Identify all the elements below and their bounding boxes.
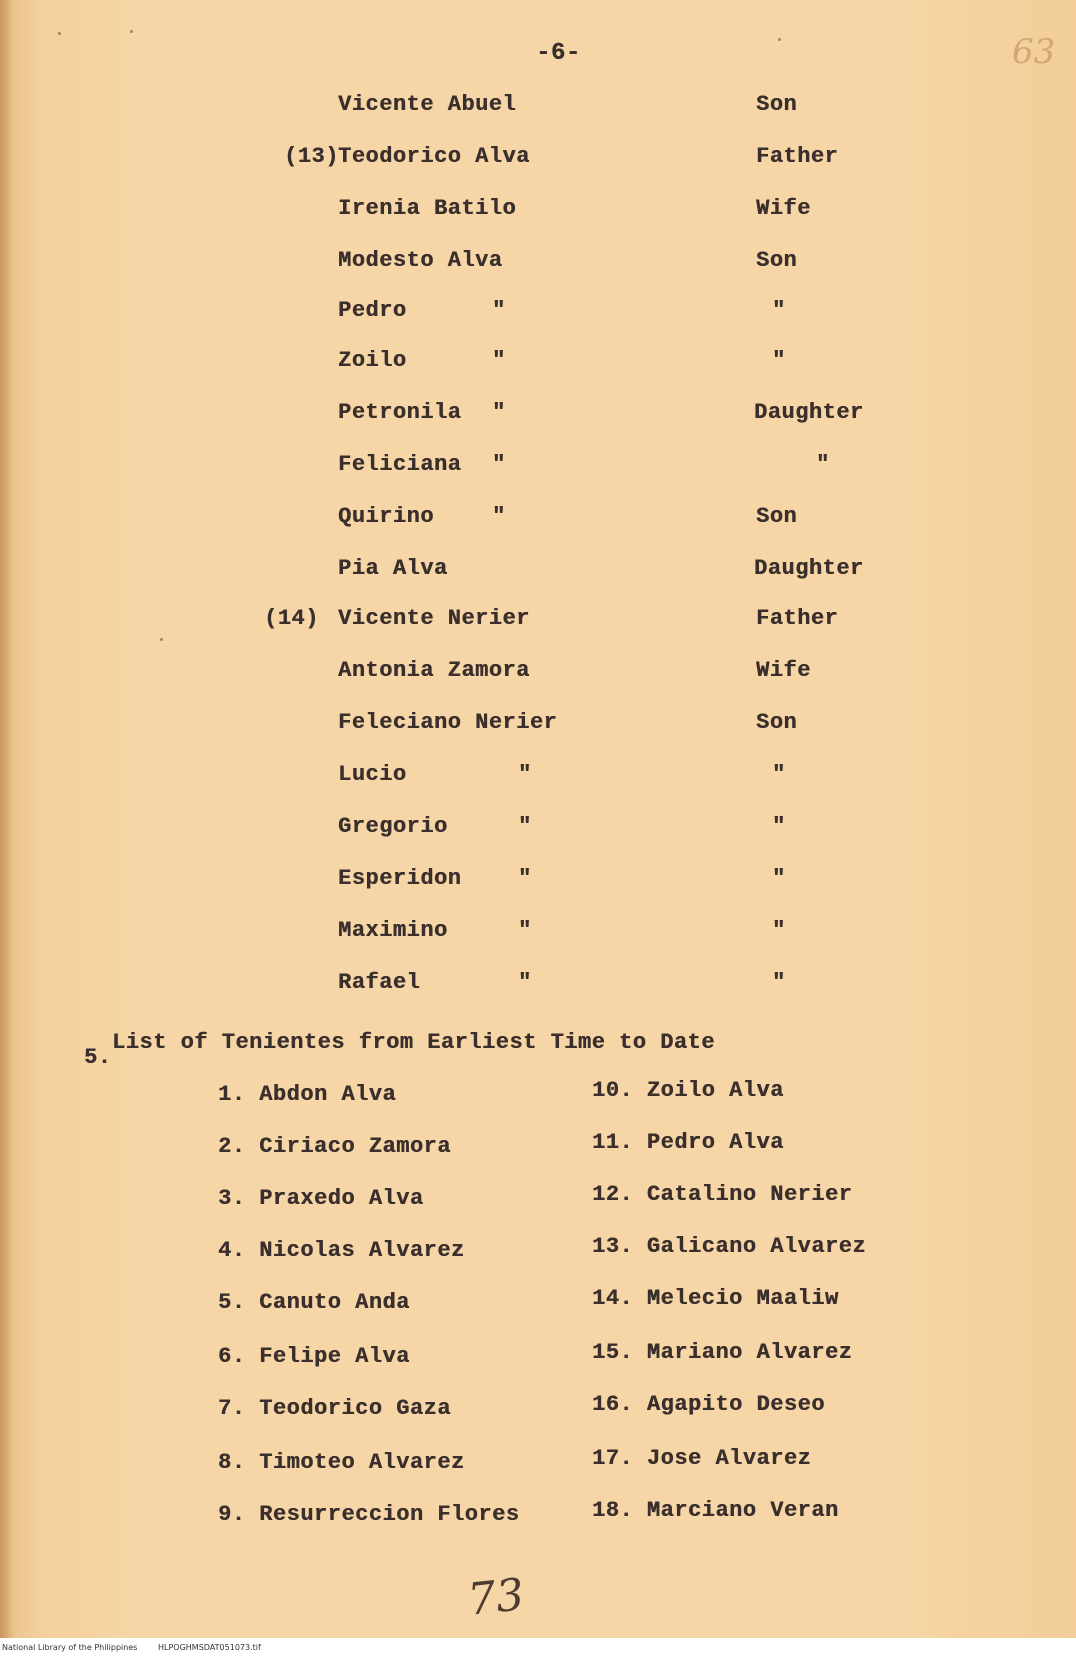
household-member-name: Rafael bbox=[338, 970, 421, 995]
household-member-name: Maximino bbox=[338, 918, 448, 943]
footer-institution: National Library of the Philippines bbox=[2, 1643, 138, 1652]
household-member-name: Feliciana bbox=[338, 452, 462, 477]
teniente-entry: 5. Canuto Anda bbox=[218, 1290, 410, 1315]
household-ditto-mark: " bbox=[518, 970, 532, 995]
corner-page-mark: 63 bbox=[1012, 32, 1056, 72]
household-member-relation: " bbox=[816, 452, 830, 477]
household-member-name: Pedro bbox=[338, 298, 407, 323]
household-member-name: Teodorico Alva bbox=[338, 144, 530, 169]
household-member-relation: " bbox=[772, 970, 786, 995]
household-ditto-mark: " bbox=[492, 348, 506, 373]
teniente-entry: 2. Ciriaco Zamora bbox=[218, 1134, 451, 1159]
household-group-number: (13) bbox=[284, 144, 339, 169]
household-ditto-mark: " bbox=[518, 866, 532, 891]
teniente-entry: 7. Teodorico Gaza bbox=[218, 1396, 451, 1421]
household-member-relation: " bbox=[772, 866, 786, 891]
household-ditto-mark: " bbox=[492, 400, 506, 425]
household-member-relation: Son bbox=[756, 710, 798, 735]
household-member-name: Quirino bbox=[338, 504, 434, 529]
teniente-entry: 6. Felipe Alva bbox=[218, 1344, 410, 1369]
household-member-name: Zoilo bbox=[338, 348, 407, 373]
paper-speck bbox=[778, 38, 781, 41]
household-member-name: Modesto Alva bbox=[338, 248, 503, 273]
household-ditto-mark: " bbox=[518, 814, 532, 839]
paper-speck bbox=[160, 638, 163, 641]
household-member-name: Pia Alva bbox=[338, 556, 448, 581]
footer-filename: HLPOGHMSDAT051073.tif bbox=[158, 1643, 261, 1652]
paper-speck bbox=[130, 30, 133, 33]
household-member-relation: Father bbox=[756, 144, 839, 169]
household-member-relation: " bbox=[772, 814, 786, 839]
teniente-entry: 4. Nicolas Alvarez bbox=[218, 1238, 465, 1263]
household-ditto-mark: " bbox=[492, 452, 506, 477]
teniente-entry: 18. Marciano Veran bbox=[592, 1498, 839, 1523]
household-member-relation: Son bbox=[756, 248, 798, 273]
section-number: 5. bbox=[84, 1045, 112, 1070]
household-member-name: Petronila bbox=[338, 400, 462, 425]
household-group-number: (14) bbox=[264, 606, 319, 631]
teniente-entry: 11. Pedro Alva bbox=[592, 1130, 784, 1155]
household-ditto-mark: " bbox=[518, 918, 532, 943]
household-member-relation: Wife bbox=[756, 196, 811, 221]
household-ditto-mark: " bbox=[492, 504, 506, 529]
household-member-relation: Father bbox=[756, 606, 839, 631]
teniente-entry: 16. Agapito Deseo bbox=[592, 1392, 825, 1417]
teniente-entry: 17. Jose Alvarez bbox=[592, 1446, 812, 1471]
household-member-relation: " bbox=[772, 298, 786, 323]
household-member-relation: " bbox=[772, 348, 786, 373]
teniente-entry: 3. Praxedo Alva bbox=[218, 1186, 424, 1211]
household-member-relation: Daughter bbox=[754, 556, 864, 581]
section-heading: List of Tenientes from Earliest Time to Date bbox=[112, 1030, 715, 1055]
household-member-name: Antonia Zamora bbox=[338, 658, 530, 683]
household-ditto-mark: " bbox=[518, 762, 532, 787]
page-number: -6- bbox=[536, 40, 581, 67]
teniente-entry: 14. Melecio Maaliw bbox=[592, 1286, 839, 1311]
household-member-name: Vicente Nerier bbox=[338, 606, 530, 631]
teniente-entry: 12. Catalino Nerier bbox=[592, 1182, 853, 1207]
household-member-relation: " bbox=[772, 762, 786, 787]
handwritten-page-number: 73 bbox=[465, 1569, 527, 1626]
household-ditto-mark: " bbox=[492, 298, 506, 323]
household-member-name: Lucio bbox=[338, 762, 407, 787]
household-member-name: Gregorio bbox=[338, 814, 448, 839]
teniente-entry: 1. Abdon Alva bbox=[218, 1082, 397, 1107]
teniente-entry: 10. Zoilo Alva bbox=[592, 1078, 784, 1103]
household-member-relation: Wife bbox=[756, 658, 811, 683]
household-member-relation: Son bbox=[756, 92, 798, 117]
household-member-relation: Son bbox=[756, 504, 798, 529]
teniente-entry: 9. Resurreccion Flores bbox=[218, 1502, 520, 1527]
household-member-name: Vicente Abuel bbox=[338, 92, 517, 117]
household-member-name: Irenia Batilo bbox=[338, 196, 517, 221]
household-member-relation: Daughter bbox=[754, 400, 864, 425]
teniente-entry: 15. Mariano Alvarez bbox=[592, 1340, 853, 1365]
scan-footer bbox=[0, 1638, 1076, 1658]
teniente-entry: 8. Timoteo Alvarez bbox=[218, 1450, 465, 1475]
household-member-name: Esperidon bbox=[338, 866, 462, 891]
household-member-name: Feleciano Nerier bbox=[338, 710, 558, 735]
household-member-relation: " bbox=[772, 918, 786, 943]
teniente-entry: 13. Galicano Alvarez bbox=[592, 1234, 867, 1259]
paper-speck bbox=[58, 32, 61, 35]
